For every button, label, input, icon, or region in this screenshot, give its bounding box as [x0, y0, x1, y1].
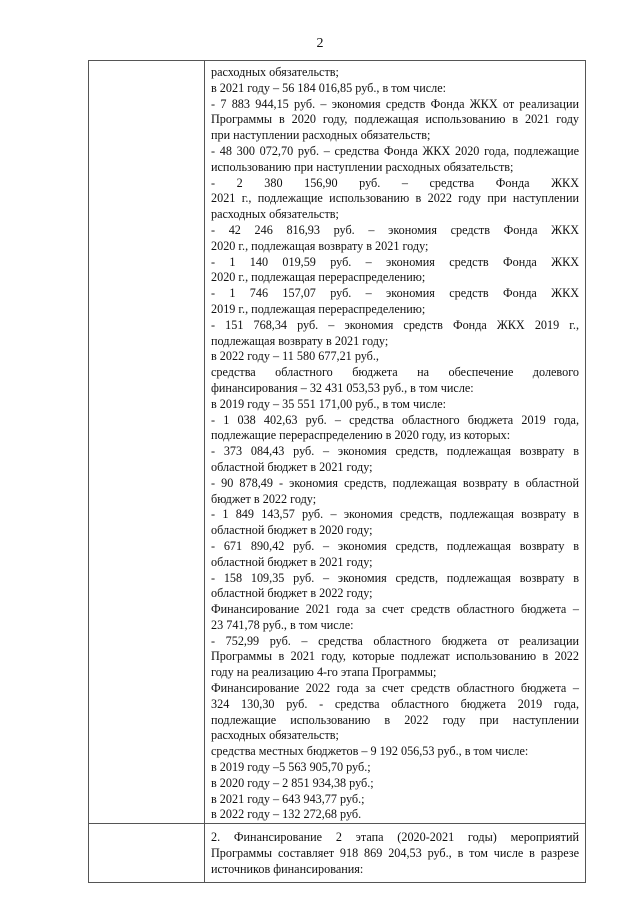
text-line: расходных обязательств;	[211, 207, 339, 222]
text-line: - 90 878,49 - экономия средств, подлежащая возврату в областной	[211, 475, 579, 490]
text-line: источников финансирования:	[211, 861, 364, 876]
text-line: средства областного бюджета на обеспечение долевого	[211, 365, 579, 380]
text-line: 23 741,78 руб., в том числе:	[211, 617, 354, 632]
table-row	[89, 824, 586, 882]
text-line: году на реализацию 4-го этапа Программы;	[211, 665, 437, 680]
text-line: 2020 г., подлежащая перераспределению;	[211, 270, 426, 285]
text-line: подлежащая возврату в 2021 году;	[211, 333, 389, 348]
text-line: - 1 746 157,07 руб. – экономия средств Фонда ЖКХ	[211, 286, 579, 301]
text-line: - 42 246 816,93 руб. – экономия средств Фонда ЖКХ	[211, 222, 579, 237]
text-line: - 48 300 072,70 руб. – средства Фонда ЖКХ 2020 года, подлежащие	[211, 143, 579, 158]
row2-text-block	[211, 830, 579, 877]
row1-text-block	[211, 65, 579, 823]
text-line: 2019 г., подлежащая перераспределению;	[211, 301, 426, 316]
text-line: в 2019 году – 35 551 171,00 руб., в том числе:	[211, 396, 447, 411]
text-line: - 2 380 156,90 руб. – средства Фонда ЖКХ	[211, 175, 579, 190]
text-line: Финансирование 2021 года за счет средств областного бюджета –	[211, 602, 579, 617]
text-line: в 2020 году – 2 851 934,38 руб.;	[211, 775, 374, 790]
text-line: Программы в 2021 году, которые подлежат использованию в 2022	[211, 649, 579, 664]
text-line: областной бюджет в 2020 году;	[211, 523, 373, 538]
text-line: использованию при наступлении расходных обязательств;	[211, 159, 514, 174]
text-line: подлежащие перераспределению в 2020 году, из которых:	[211, 428, 511, 443]
text-line: Программы составляет 918 869 204,53 руб., в том числе в разрезе	[211, 846, 579, 861]
text-line: расходных обязательств;	[211, 65, 339, 79]
text-line: областной бюджет в 2021 году;	[211, 459, 373, 474]
text-line: - 671 890,42 руб. – экономия средств, подлежащая возврату в	[211, 538, 579, 553]
text-line: в 2019 году –5 563 905,70 руб.;	[211, 760, 371, 775]
text-line: - 752,99 руб. – средства областного бюджета от реализации	[211, 633, 579, 648]
text-line: - 158 109,35 руб. – экономия средств, подлежащая возврату в	[211, 570, 579, 585]
text-line: в 2022 году – 132 272,68 руб.	[211, 807, 362, 822]
text-line: - 1 849 143,57 руб. – экономия средств, подлежащая возврату в	[211, 507, 579, 522]
content-cell	[205, 824, 586, 882]
text-line: 2020 г., подлежащая возврату в 2021 году;	[211, 238, 429, 253]
text-line: 2. Финансирование 2 этапа (2020-2021 годы) мероприятий	[211, 830, 579, 845]
text-line: в 2021 году – 56 184 016,85 руб., в том числе:	[211, 80, 447, 95]
text-line: - 1 140 019,59 руб. – экономия средств Фонда ЖКХ	[211, 254, 579, 269]
text-line: финансирования – 32 431 053,53 руб., в том числе:	[211, 380, 474, 395]
text-line: подлежащие использованию в 2022 году при наступлении	[211, 712, 579, 727]
funding-table	[88, 60, 586, 883]
text-line: в 2022 году – 11 580 677,21 руб.,	[211, 349, 379, 364]
text-line: 324 130,30 руб. - средства областного бюджета 2019 года,	[211, 696, 579, 711]
text-line: - 373 084,43 руб. – экономия средств, подлежащая возврату в	[211, 444, 579, 459]
text-line: - 7 883 944,15 руб. – экономия средств Фонда ЖКХ от реализации	[211, 96, 579, 111]
text-line: областной бюджет в 2022 году;	[211, 586, 373, 601]
text-line: при наступлении расходных обязательств;	[211, 128, 431, 143]
text-line: в 2021 году – 643 943,77 руб.;	[211, 791, 365, 806]
table-row	[89, 61, 586, 824]
text-line: - 1 038 402,63 руб. – средства областного бюджета 2019 года,	[211, 412, 579, 427]
text-line: 2021 г., подлежащие использованию в 2022 году при наступлении	[211, 191, 579, 206]
text-line: Программы в 2020 году, подлежащая использованию в 2021 году	[211, 112, 579, 127]
page-number: 2	[316, 36, 324, 51]
text-line: расходных обязательств;	[211, 728, 339, 743]
text-line: областной бюджет в 2021 году;	[211, 554, 373, 569]
text-line: бюджет в 2022 году;	[211, 491, 317, 506]
text-line: средства местных бюджетов – 9 192 056,53 руб., в том числе:	[211, 744, 529, 759]
label-cell	[89, 61, 205, 824]
label-cell	[89, 824, 205, 882]
content-cell	[205, 61, 586, 824]
text-line: - 151 768,34 руб. – экономия средств Фонда ЖКХ 2019 г.,	[211, 317, 579, 332]
text-line: Финансирование 2022 года за счет средств областного бюджета –	[211, 681, 579, 696]
